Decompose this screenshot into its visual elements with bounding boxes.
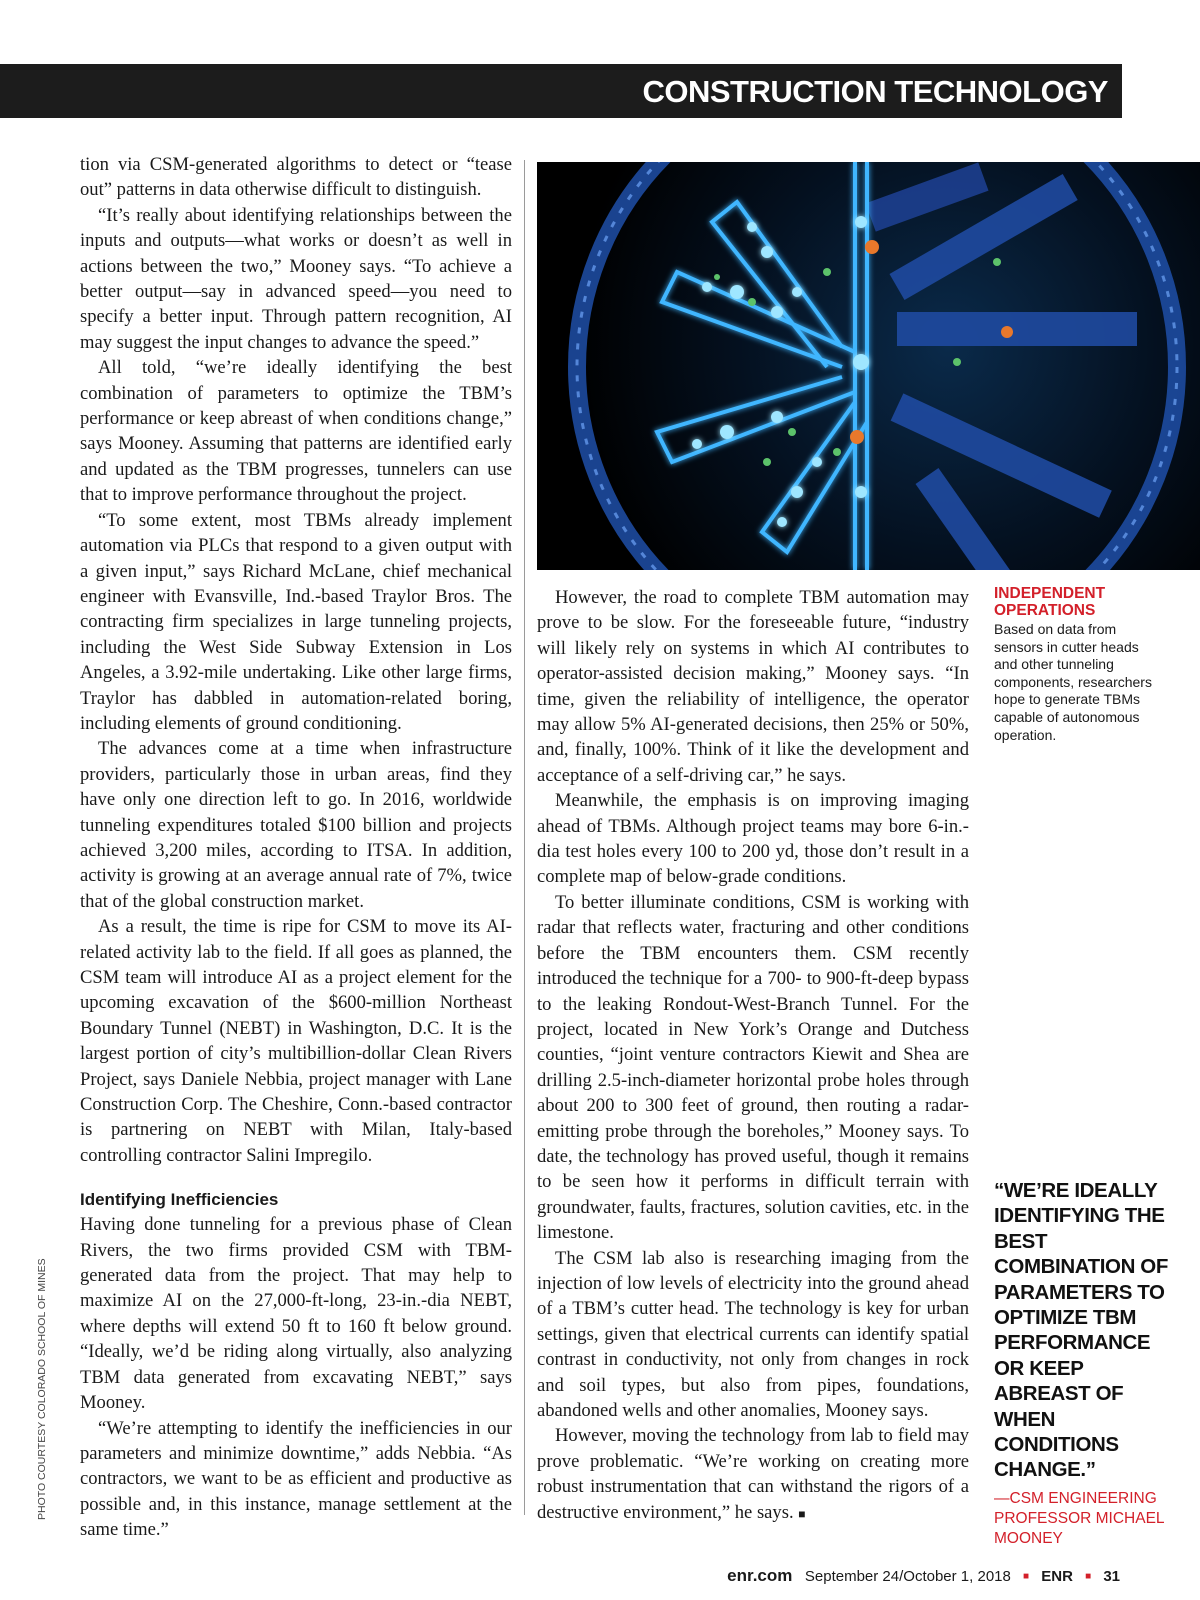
pull-quote	[994, 1178, 1174, 1549]
photo-caption	[994, 585, 1164, 744]
photo-credit: PHOTO COURTESY COLORADO SCHOOL OF MINES	[36, 1258, 48, 1520]
pull-quote-text: “WE’RE IDEALLY IDENTIFYING THE BEST COMBINATION OF PARAMETERS TO OPTIMIZE TBM PERFORMANCE OR KEEP ABREAST OF WHEN CONDITIONS CHANGE.”	[994, 1179, 1168, 1482]
paragraph: tion via CSM-generated algorithms to detect or “tease out” patterns in data otherwise difficult to distinguish.	[80, 154, 512, 201]
caption-text: Based on data from sensors in cutter heads and other tunneling components, researchers hope to generate TBMs capable of autonomous operation.	[994, 621, 1152, 743]
square-separator-icon: ■	[1023, 1571, 1030, 1582]
paragraph-text: However, moving the technology from lab to field may prove problematic. “We’re working on creating more robust instrumentation that can withstand the rigors of a destructive environment,” he says.	[537, 1425, 969, 1523]
section-title: CONSTRUCTION TECHNOLOGY	[642, 74, 1108, 109]
paragraph-final	[537, 1423, 969, 1527]
caption-title: INDEPENDENT OPERATIONS	[994, 585, 1106, 619]
paragraph: However, the road to complete TBM automation may prove to be slow. For the foreseeable future, “industry will likely rely on systems in which AI contributes to operator-assisted decision making,” Mooney says. “In time, given the reliability of intelligence, the operator may allow 5% AI-generated decisions, then 25% or 50%, and, finally, 100%. Think of it like the development and acceptance of a self-driving car,” he says.	[537, 587, 969, 786]
paragraph: All told, “we’re ideally identifying the best combination of parameters to optimize the TBM’s performance or keep abreast of when conditions change,” says Mooney. Assuming that patterns are identified early and updated as the TBM progresses, tunnelers can use that to improve performance throughout the project.	[80, 357, 512, 506]
paragraph: The CSM lab also is researching imaging from the injection of low levels of electricity into the ground ahead of a TBM’s cutter head. The technology is key for urban settings, given that electrical currents can identify spatial contrast in conductivity, not only from changes in rock and soil types, but also from pipes, foundations, abandoned wells and other anomalies, Mooney says.	[537, 1247, 969, 1421]
article-column-2	[537, 585, 969, 1527]
footer-date: September 24/October 1, 2018	[804, 1568, 1011, 1585]
subhead: Identifying Inefficiencies	[80, 1190, 279, 1210]
footer-brand: ENR	[1041, 1568, 1073, 1585]
page-number: 31	[1103, 1568, 1120, 1585]
column-divider	[524, 160, 525, 1515]
pull-quote-attribution: —CSM ENGINEERING PROFESSOR MICHAEL MOONEY	[994, 1489, 1164, 1547]
paragraph: “We’re attempting to identify the inefficiencies in our parameters and minimize downtime,” adds Nebbia. “As contractors, we want to be as efficient and productive as possible and, in this instance, manage settlement at the same time.”	[80, 1417, 512, 1541]
cutter-head-graphic	[537, 162, 1200, 570]
article-column-1	[80, 152, 512, 1543]
paragraph: The advances come at a time when infrastructure providers, particularly those in urban areas, find they have only one direction left to go. In 2016, worldwide tunneling expenditures totaled $100 billion and projects achieved 3,200 miles, according to ITSA. In addition, activity is growing at an average annual rate of 7%, twice that of the global construction market.	[80, 738, 512, 912]
square-separator-icon: ■	[1085, 1571, 1092, 1582]
paragraph: To better illuminate conditions, CSM is working with radar that reflects water, fracturing and other conditions before the TBM encounters them. CSM recently introduced the technique for a 700- to 900-ft-deep bypass to the leaking Rondout-West-Branch Tunnel. For the project, located in New York’s Orange and Dutchess counties, “joint venture contractors Kiewit and Shea are drilling 2.5-inch-diameter horizontal probe holes through about 200 to 300 feet of ground, then routing a radar-emitting probe through the boreholes,” Mooney says. To date, the technology has proved useful, though it remains to be seen how it performs in difficult terrain with groundwater, faults, fractures, solution cavities, etc. in the limestone.	[537, 891, 969, 1244]
paragraph: As a result, the time is ripe for CSM to move its AI-related activity lab to the field. If all goes as planned, the CSM team will introduce AI as a project element for the upcoming excavation of the $600-million Northeast Boundary Tunnel (NEBT) in Washington, D.C. It is the largest portion of city’s multibillion-dollar Clean Rivers Project, says Daniele Nebbia, project manager with Lane Construction Corp. The Cheshire, Conn.-based contractor is partnering on NEBT with Milan, Italy-based controlling contractor Salini Impregilo.	[80, 916, 512, 1166]
paragraph: “It’s really about identifying relationships between the inputs and outputs—what works or doesn’t as well in actions between the two,” Mooney says. “To achieve a better output—say in advanced speed—you need to specify a better input. Through pattern recognition, AI may suggest the input changes to advance the speed.”	[80, 204, 512, 353]
tbm-cutter-head-illustration	[537, 162, 1200, 570]
section-header-bar	[0, 64, 1122, 118]
paragraph: Meanwhile, the emphasis is on improving imaging ahead of TBMs. Although project teams may bore 6-in.-dia test holes every 100 to 200 yd, those don’t result in a complete map of below-grade conditions.	[537, 790, 969, 888]
end-mark-icon: ■	[798, 1506, 806, 1521]
footer-site-link[interactable]: enr.com	[727, 1566, 793, 1585]
paragraph: “To some extent, most TBMs already implement automation via PLCs that respond to a given output with a given input,” says Richard McLane, chief mechanical engineer with Evansville, Ind.-based Traylor Bros. The contracting firm specializes in large tunneling projects, including the West Side Subway Extension in Los Angeles, a 3.92-mile undertaking. Like other large firms, Traylor has dabbled in automation-related boring, including elements of ground conditioning.	[80, 509, 512, 734]
paragraph: Having done tunneling for a previous phase of Clean Rivers, the two firms provided CSM with TBM-generated data from the project. That may help to maximize AI on the 27,000-ft-long, 23-in.-dia NEBT, where depths will extend 50 ft to 160 ft below ground. “Ideally, we’d be riding along virtually, also analyzing TBM data generated from excavating NEBT,” says Mooney.	[80, 1214, 512, 1414]
page-footer	[727, 1566, 1120, 1586]
